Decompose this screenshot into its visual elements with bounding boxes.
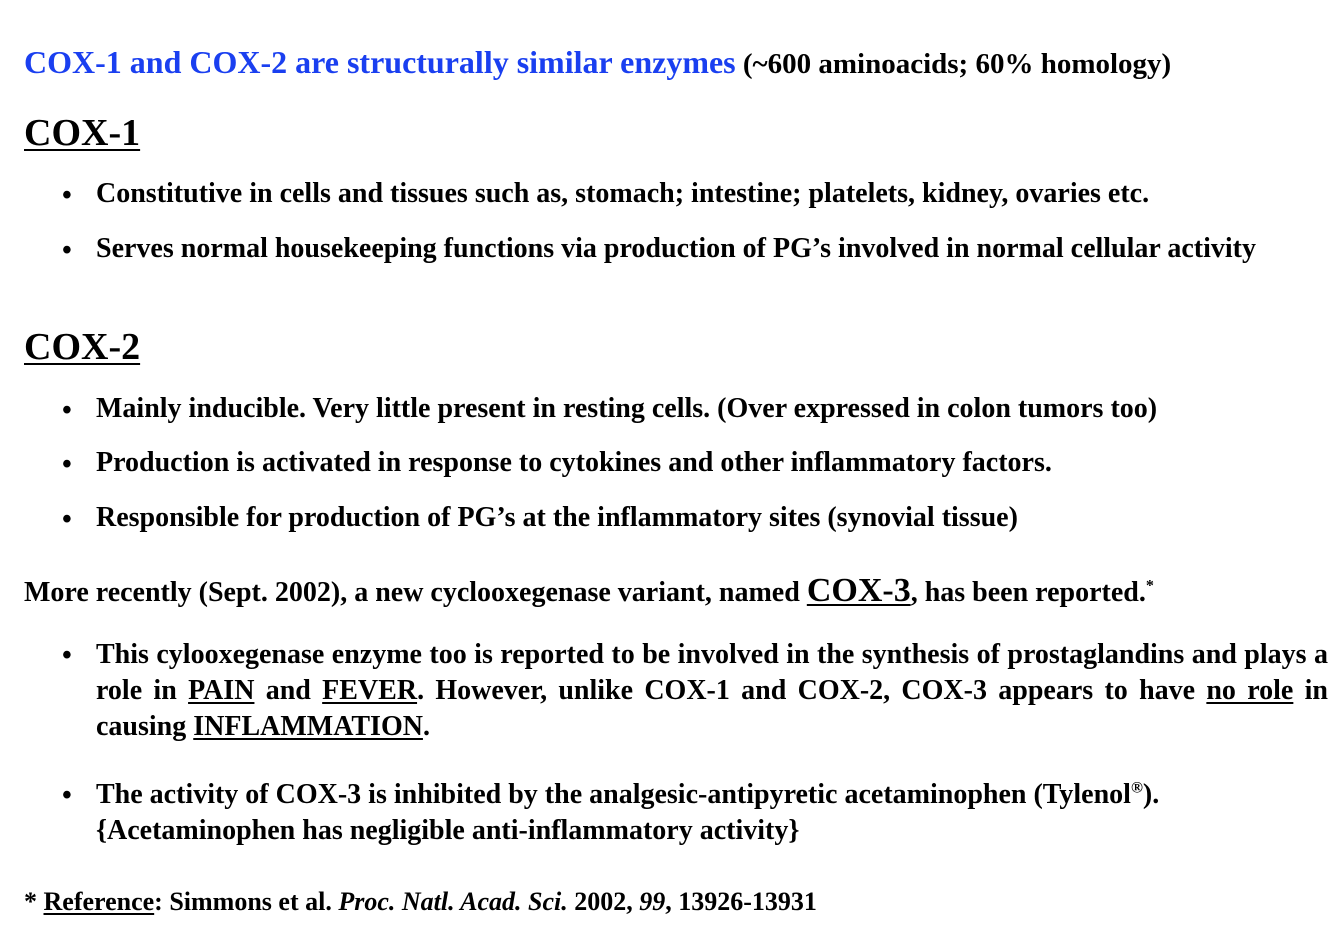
pain-word: PAIN <box>188 675 255 706</box>
cox3-name: COX-3 <box>806 572 911 609</box>
cox2-title: COX-2 <box>24 326 141 368</box>
reference-label: Reference <box>43 887 155 916</box>
cox3-b2-line-1 <box>96 777 1328 813</box>
cox2-bullet-2: Production is activated in response to cytokines and other inflammatory factors. <box>96 447 1052 478</box>
fever-word: FEVER <box>322 675 418 706</box>
reference-pages: , 13926-13931 <box>665 887 817 916</box>
cox3-bullet-1 <box>96 637 1328 745</box>
cox3-b2-line-2: {Acetaminophen has negligible anti-inflammatory activity} <box>96 815 800 846</box>
headline-blue-text: COX-1 and COX-2 are structurally similar enzymes <box>24 44 736 80</box>
reference-year: 2002, <box>567 887 640 916</box>
reference-authors: : Simmons et al. <box>154 887 339 916</box>
recent-before: More recently (Sept. 2002), a new cyclooxegenase variant, named <box>24 577 807 608</box>
reference-volume: 99 <box>639 887 666 916</box>
bullet-icon: • <box>62 504 72 535</box>
bullet-icon: • <box>62 640 72 671</box>
footnote-marker: * <box>1145 577 1154 595</box>
cox1-bullet-2: Serves normal housekeeping functions via production of PG’s involved in normal cellular activity <box>96 233 1256 264</box>
recent-after: , has been reported. <box>910 577 1146 608</box>
headline-rest-text: (~600 aminoacids; 60% homology) <box>735 48 1172 80</box>
bullet-icon: • <box>62 449 72 480</box>
cox1-title: COX-1 <box>24 112 141 154</box>
recent-paragraph <box>24 574 1154 608</box>
reference-journal: Proc. Natl. Acad. Sci. <box>338 887 568 916</box>
cox3-b2-text: The activity of COX-3 is inhibited by the analgesic-antipyretic acetaminophen (Tylenol <box>96 779 1131 810</box>
bullet-icon: • <box>62 395 72 426</box>
bullet-icon: • <box>62 235 72 266</box>
bullet-icon: • <box>62 780 72 811</box>
cox3-b1-text: This cylooxegenase enzyme too is reported to be involved in the synthesis of prostaglandins and plays a role in <box>96 639 1328 706</box>
cox2-bullet-1: Mainly inducible. Very little present in resting cells. (Over expressed in colon tumors too) <box>96 393 1158 424</box>
cox2-bullet-3: Responsible for production of PG’s at the inflammatory sites (synovial tissue) <box>96 502 1018 533</box>
registered-mark: ® <box>1130 779 1143 797</box>
reference-star: * <box>24 887 44 916</box>
cox3-b1-end: . <box>422 711 430 742</box>
cox3-b1-text-3: in causing <box>96 675 1328 742</box>
cox1-bullet-1: Constitutive in cells and tissues such as, stomach; intestine; platelets, kidney, ovaries etc. <box>96 178 1150 209</box>
cox3-b2-text-2: ). <box>1142 779 1160 810</box>
cox3-bullet-2 <box>96 777 1328 849</box>
no-role-word: no role <box>1206 675 1294 706</box>
reference <box>24 889 817 915</box>
bullet-icon: • <box>62 180 72 211</box>
cox3-b1-text-2: . However, unlike COX-1 and COX-2, COX-3 appears to have <box>417 675 1207 706</box>
headline <box>24 46 1171 79</box>
cox3-b1-and: and <box>254 675 323 706</box>
inflammation-word: INFLAMMATION <box>193 711 423 742</box>
